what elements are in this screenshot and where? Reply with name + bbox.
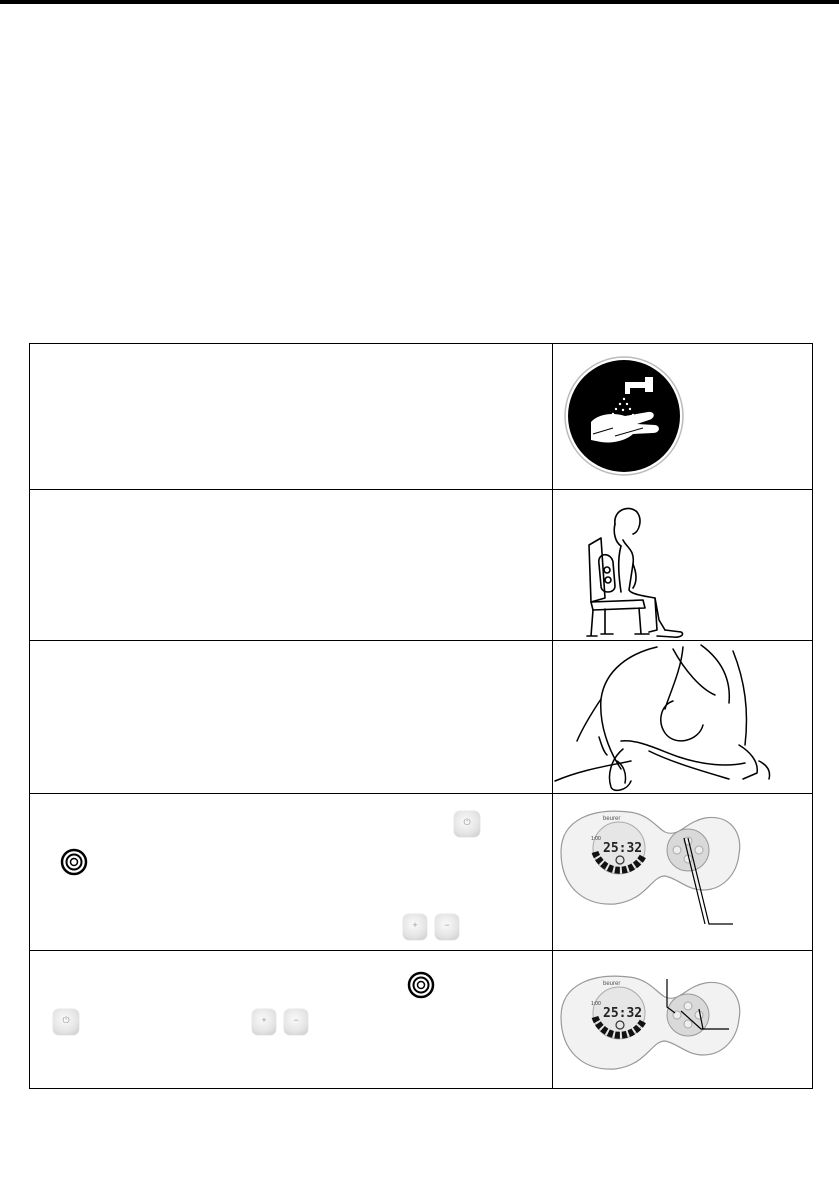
minus-button-icon-2: −: [284, 1009, 308, 1035]
plus-button-icon: +: [403, 914, 427, 940]
step-4-text-cell: [30, 794, 553, 951]
device-brand-2: beurer: [603, 981, 621, 987]
massager-device-illustration: [553, 794, 812, 951]
step-2-image-cell: [553, 490, 813, 641]
step-1-text-cell: [30, 344, 553, 490]
seated-woman-illustration: [553, 490, 812, 641]
device-display-label: 1:00: [591, 836, 601, 842]
massager-device-illustration-2: [553, 951, 812, 1089]
step-5-text-cell: [30, 951, 553, 1089]
step-2-text-cell: [30, 490, 553, 641]
step-5-image-cell: [553, 951, 813, 1089]
heat-ring-icon: [59, 847, 89, 877]
minus-button-icon: −: [435, 914, 459, 940]
device-display-time-2: 25:32: [603, 1006, 643, 1021]
power-button-icon-2: ⏻: [53, 1009, 79, 1035]
step-3-text-cell: [30, 641, 553, 794]
step-3-image-cell: [553, 641, 813, 794]
step-4-image-cell: [553, 794, 813, 951]
top-rule: [0, 0, 839, 4]
step-1-image-cell: [553, 344, 813, 490]
step-row-4: [30, 794, 813, 951]
instruction-table: [29, 343, 813, 1089]
step-row-5: [30, 951, 813, 1089]
device-brand: beurer: [603, 816, 621, 822]
device-display-label-2: 1:00: [591, 1001, 601, 1007]
device-display-time: 25:32: [603, 841, 643, 856]
step-row-2: [30, 490, 813, 641]
step-row-1: [30, 344, 813, 490]
massage-placement-illustration: [553, 641, 812, 794]
plus-button-icon-2: +: [252, 1009, 276, 1035]
heat-ring-icon-2: [406, 970, 436, 1000]
power-button-icon: ⏻: [454, 811, 480, 837]
step-row-3: [30, 641, 813, 794]
wash-hands-icon: [553, 344, 812, 490]
